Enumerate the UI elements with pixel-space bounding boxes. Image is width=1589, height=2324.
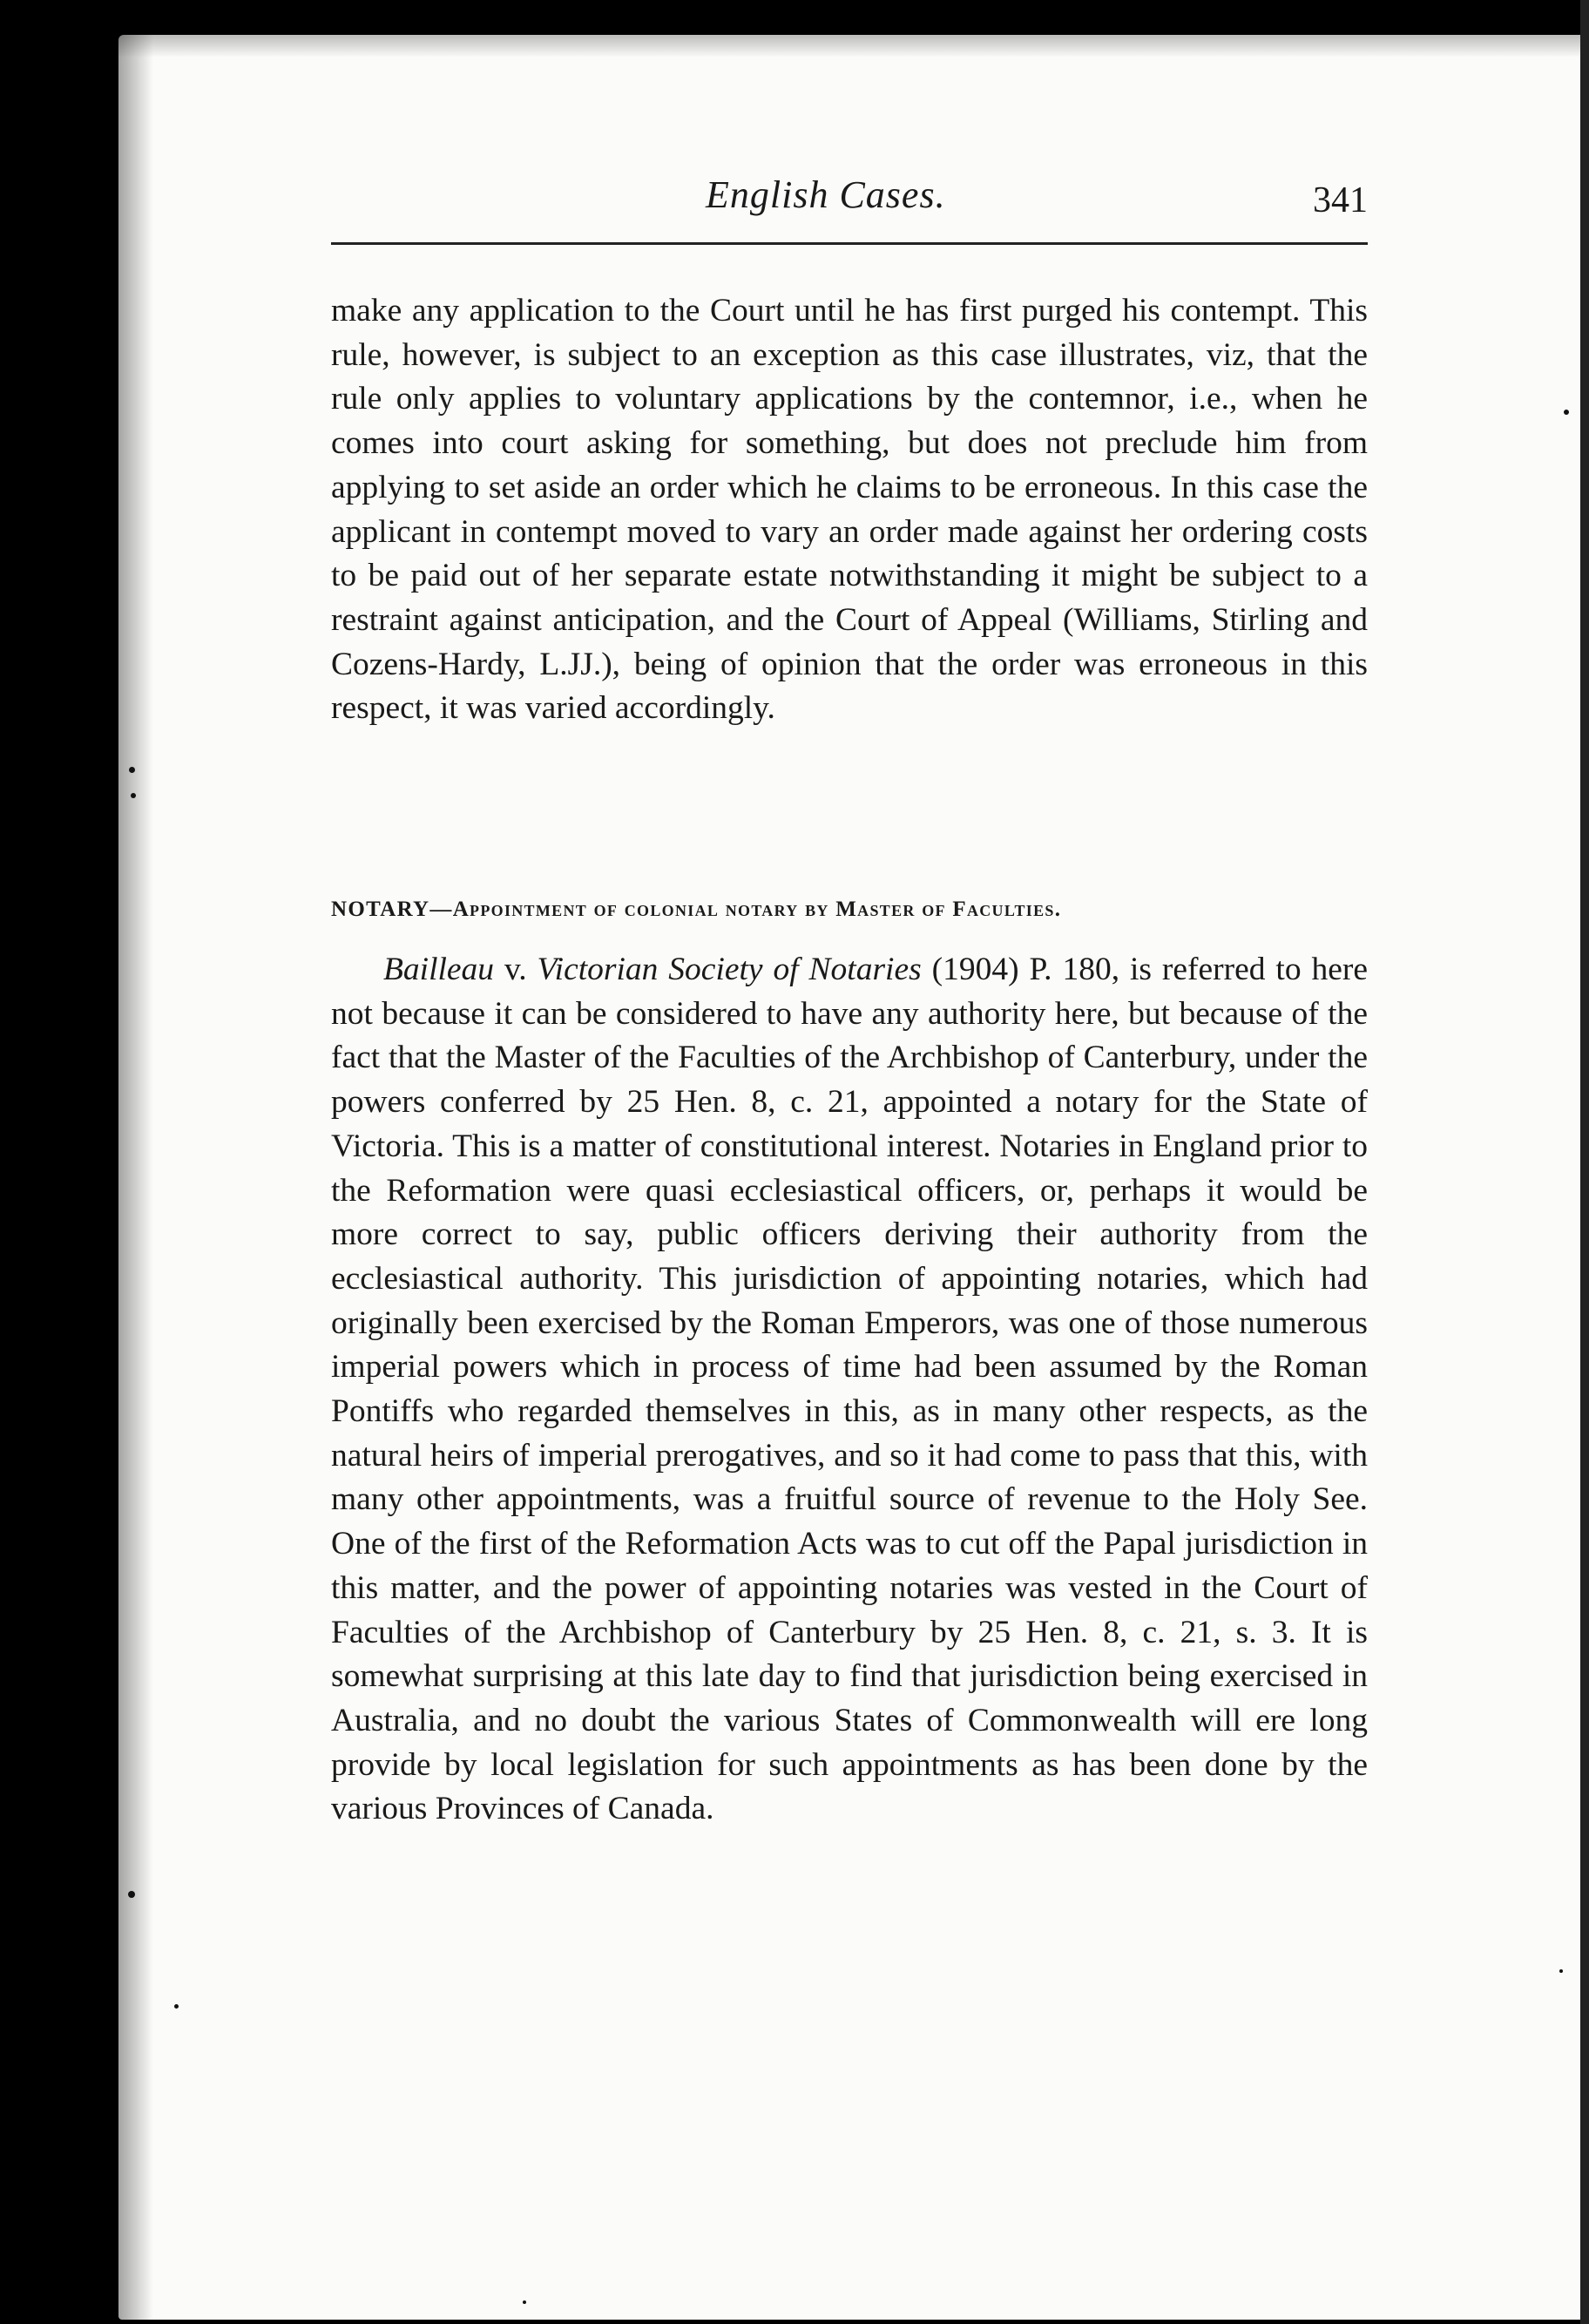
running-title: English Cases. [706, 173, 946, 216]
case-defendant: Victorian Society of Notaries [537, 952, 922, 987]
binding-shadow [118, 35, 153, 2320]
section-heading: NOTARY—Appointment of colonial notary by Master of Faculties. [331, 898, 1062, 921]
scan-speck [129, 767, 135, 773]
page-header [331, 173, 1368, 234]
scan-speck [174, 2004, 179, 2009]
scan-speck [523, 2300, 526, 2304]
section-body: referred to here not because it can be considered to have any authority here, but because of the fact that the Master of the Faculties of the Archbishop of Canterbury, under the powers conferred by 25 Hen. 8, c. 21, appointed a notary for the State of Victoria. This is a matter of constitutional interest. Notaries in England prior to the Reformation were quasi ecclesiastical officers, or, perhaps it would be more correct to say, public officers deriving their authority from the ecclesiastical authority. This jurisdiction of appointing notaries, which had originally been exercised by the Roman Emperors, was one of those numerous imperial powers which in process of time had been assumed by the Roman Pontiffs who regarded themselves in this, as in many other respects, as the natural heirs of imperial prerogatives, and so it had come to pass that this, with many other appointments, was a fruitful source of revenue to the Holy See. One of the first of the Reformation Acts was to cut off the Papal jurisdiction in this matter, and the power of appointing notaries was vested in the Court of Faculties of the Archbishop of Canterbury by 25 Hen. 8, c. 21, s. 3. It is somewhat surprising at this late day to find that jurisdiction being exercised in Australia, and no doubt the various States of Commonwealth will ere long provide by local legislation for such appointments as has been done by the various Provinces of Canada. [331, 952, 1368, 1827]
header-rule [331, 242, 1368, 245]
scan-speck [1564, 410, 1569, 415]
top-edge-shadow [118, 35, 1582, 58]
right-page-edge [1580, 0, 1589, 2324]
body-paragraph: make any application to the Court until he has first purged his contempt. This rule, however, is subject to an exception as this case illustrates, viz, that the rule only applies to voluntary applications by the contemnor, i.e., when he comes into court asking for something, but does not preclude him from applying to set aside an order which he claims to be erroneous. In this case the applicant in contempt moved to vary an order made against her ordering costs to be paid out of her separate estate notwithstanding it might be subject to a restraint against anticipation, and the Court of Appeal (Williams, Stirling and Cozens-Hardy, L.JJ.), being of opinion that the order was erroneous in this respect, it was varied accordingly. [331, 293, 1368, 727]
case-citation: (1904) P. 180, is [921, 952, 1162, 987]
page-number: 341 [1313, 180, 1368, 220]
scan-speck [131, 793, 136, 798]
section-paragraph [331, 948, 1368, 1832]
scan-speck [128, 1891, 135, 1898]
case-versus: v. [494, 952, 538, 987]
case-plaintiff: Bailleau [383, 952, 495, 987]
scan-speck [1559, 1969, 1563, 1973]
